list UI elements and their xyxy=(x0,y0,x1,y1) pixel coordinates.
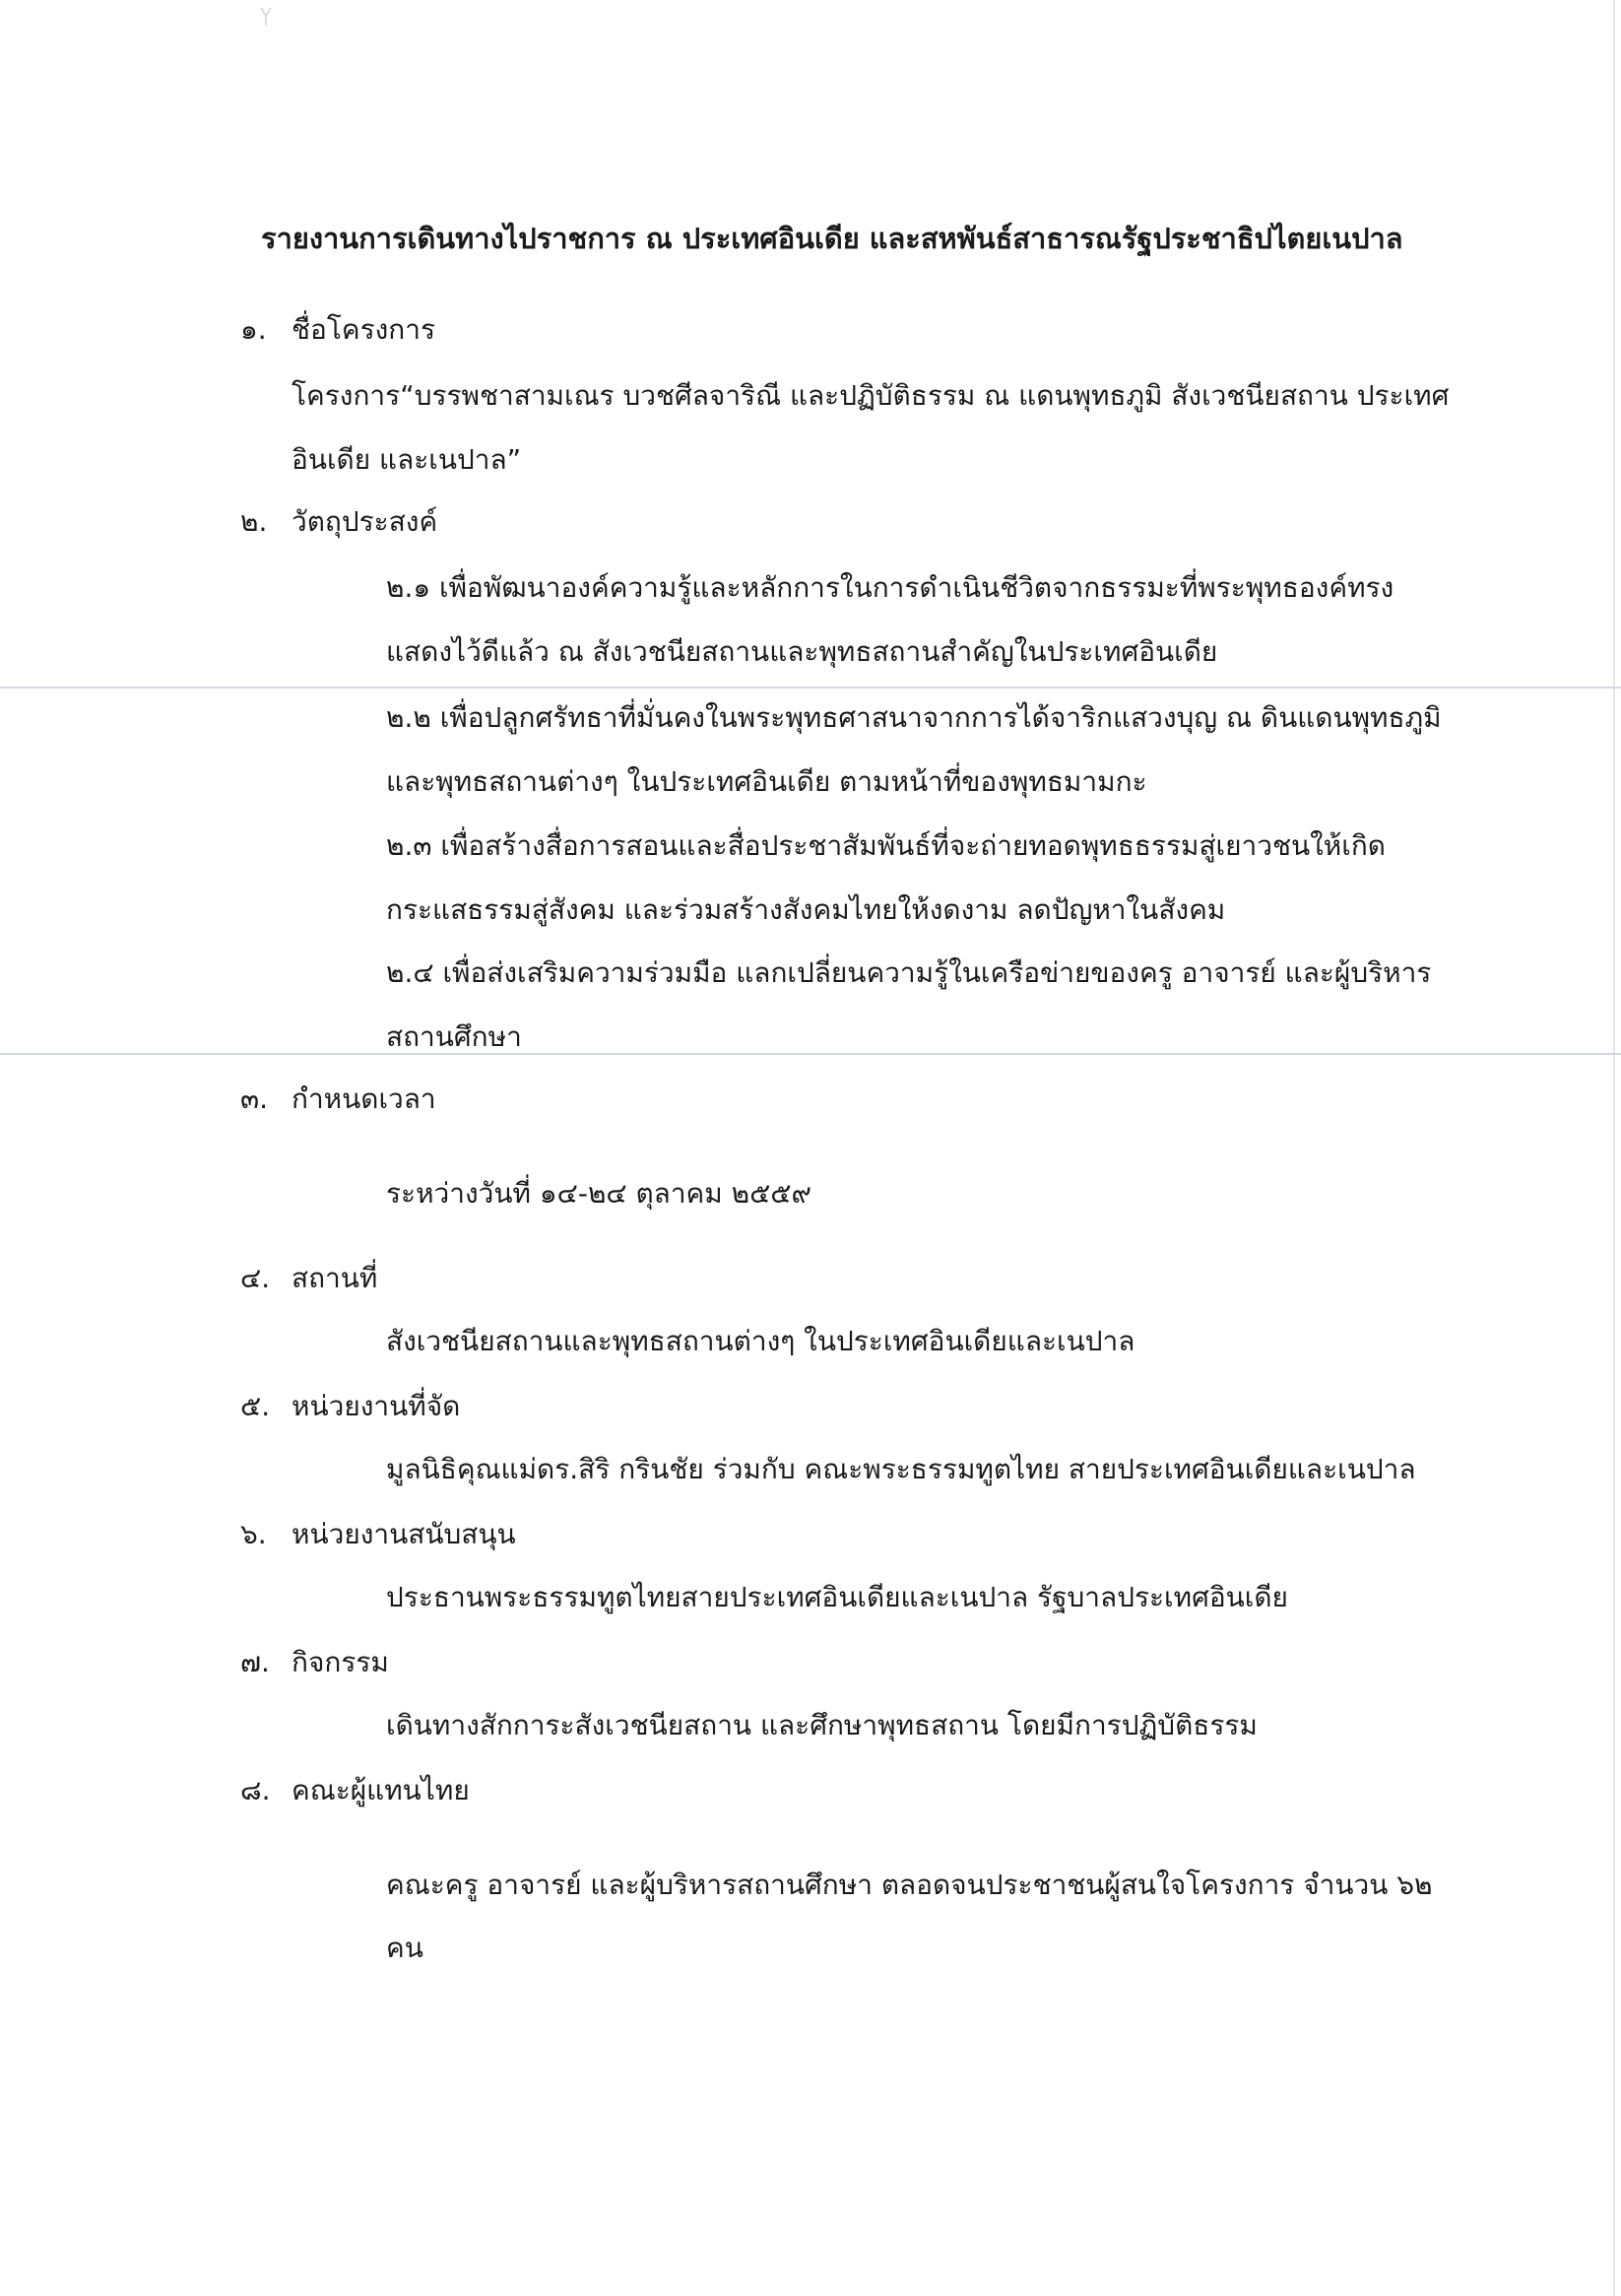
section-6-text-line: ประธานพระธรรมทูตไทยสายประเทศอินเดียและเนปาล รัฐบาลประเทศอินเดีย xyxy=(386,1581,1288,1613)
section-4-heading: สถานที่ xyxy=(292,1262,378,1294)
section-8-heading: คณะผู้แทนไทย xyxy=(292,1774,470,1806)
section-6-heading: หน่วยงานสนับสนุน xyxy=(292,1518,516,1550)
objective-2-1-line: ๒.๑ เพื่อพัฒนาองค์ความรู้และหลักการในการดำเนินชีวิตจากธรรมะที่พระพุทธองค์ทรง xyxy=(386,571,1394,604)
section-1-number: ๑. xyxy=(240,313,267,346)
section-7-text-line: เดินทางสักการะสังเวชนียสถาน และศึกษาพุทธสถาน โดยมีการปฏิบัติธรรม xyxy=(386,1709,1258,1741)
objective-2-2-line: และพุทธสถานต่างๆ ในประเทศอินเดีย ตามหน้าที่ของพุทธมามกะ xyxy=(386,765,1147,798)
section-6-number: ๖. xyxy=(240,1518,267,1550)
scan-edge-line xyxy=(1613,0,1615,2296)
section-7-number: ๗. xyxy=(240,1646,270,1678)
section-3-text-line: ระหว่างวันที่ ๑๔-๒๔ ตุลาคม ๒๕๕๙ xyxy=(386,1177,811,1210)
section-1-text-line: โครงการ“บรรพชาสามเณร บวชศีลจาริณี และปฏิบัติธรรม ณ แดนพุทธภูมิ สังเวชนียสถาน ประเทศ xyxy=(292,379,1450,412)
objective-2-3-line: กระแสธรรมสู่สังคม และร่วมสร้างสังคมไทยให้งดงาม ลดปัญหาในสังคม xyxy=(386,893,1226,926)
section-8-text-line: คณะครู อาจารย์ และผู้บริหารสถานศึกษา ตลอดจนประชาชนผู้สนใจโครงการ จำนวน ๖๒ xyxy=(386,1869,1433,1901)
section-5-text-line: มูลนิธิคุณแม่ดร.สิริ กรินชัย ร่วมกับ คณะพระธรรมทูตไทย สายประเทศอินเดียและเนปาล xyxy=(386,1453,1416,1485)
document-title: รายงานการเดินทางไปราชการ ณ ประเทศอินเดีย และสหพันธ์สาธารณรัฐประชาธิปไตยเนปาล xyxy=(261,222,1403,255)
scan-artifact-line xyxy=(0,1053,1621,1055)
scan-artifact-line xyxy=(0,687,1621,689)
objective-2-2-line: ๒.๒ เพื่อปลูกศรัทธาที่มั่นคงในพระพุทธศาสนาจากการได้จาริกแสวงบุญ ณ ดินแดนพุทธภูมิ xyxy=(386,701,1442,734)
section-3-heading: กำหนดเวลา xyxy=(292,1082,436,1115)
section-4-number: ๔. xyxy=(240,1262,271,1294)
section-5-heading: หน่วยงานที่จัด xyxy=(292,1390,461,1422)
section-7-heading: กิจกรรม xyxy=(292,1646,389,1678)
section-2-number: ๒. xyxy=(240,505,268,538)
section-2-heading: วัตถุประสงค์ xyxy=(292,505,438,538)
section-1-heading: ชื่อโครงการ xyxy=(292,313,436,346)
objective-2-1-line: แสดงไว้ดีแล้ว ณ สังเวชนียสถานและพุทธสถานสำคัญในประเทศอินเดีย xyxy=(386,635,1218,668)
section-1-text-line: อินเดีย และเนปาล” xyxy=(292,443,522,476)
section-4-text-line: สังเวชนียสถานและพุทธสถานต่างๆ ในประเทศอินเดียและเนปาล xyxy=(386,1325,1135,1357)
objective-2-4-line: สถานศึกษา xyxy=(386,1020,522,1053)
scan-mark-icon xyxy=(258,6,274,28)
section-3-number: ๓. xyxy=(240,1082,269,1115)
section-8-text-line: คน xyxy=(386,1932,423,1964)
objective-2-3-line: ๒.๓ เพื่อสร้างสื่อการสอนและสื่อประชาสัมพันธ์ที่จะถ่ายทอดพุทธธรรมสู่เยาวชนให้เกิด xyxy=(386,829,1386,862)
section-5-number: ๕. xyxy=(240,1390,271,1422)
section-8-number: ๘. xyxy=(240,1774,271,1806)
objective-2-4-line: ๒.๔ เพื่อส่งเสริมความร่วมมือ แลกเปลี่ยนความรู้ในเครือข่ายของครู อาจารย์ และผู้บริหาร xyxy=(386,956,1432,989)
